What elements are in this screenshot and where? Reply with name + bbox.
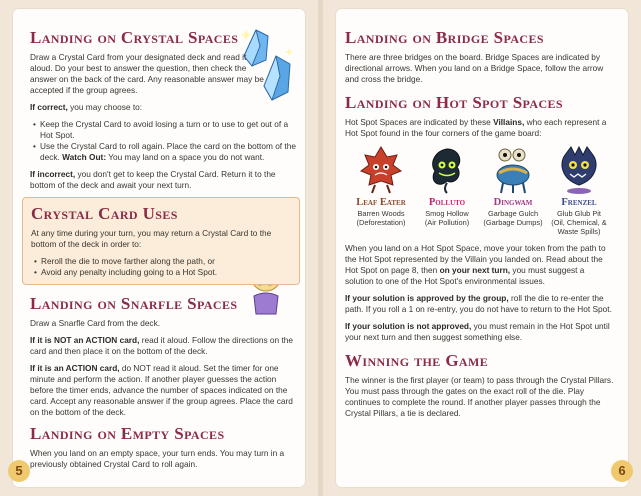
hot-spot-para-3-text: you must remain in the Hot Spot until your next turn and then suggest something else. — [345, 321, 610, 342]
villain-location: Glub Glub Pit — [557, 209, 601, 218]
list-item: • Reroll the die to move farther along the path, or — [41, 256, 291, 267]
list-item: • Avoid any penalty including going to a Hot Spot. — [41, 267, 291, 278]
crystal-correct-text: you may choose to: — [67, 102, 143, 112]
hot-spot-para-1 — [345, 243, 615, 287]
snarfle-not-action — [30, 335, 298, 357]
hot-spot-para-1-a: When you land on a Hot Spot Space, move your token from the path to the Hot Spot represented by the Villain you landed on. Read about the Hot Spot on page 8, then — [345, 243, 606, 275]
villain-location: Smog Hollow — [425, 209, 469, 218]
watch-out-text: You may land on a space you do not want. — [106, 152, 265, 162]
empty-spaces-text: When you land on an empty space, your turn ends. You may turn in a previously obtained Crystal Card to roll again. — [30, 448, 285, 469]
villain-location: Barren Woods — [357, 209, 405, 218]
crystal-card-uses-box — [22, 197, 300, 285]
leaf-eater-icon — [359, 145, 403, 195]
hot-spot-para-3 — [345, 321, 615, 343]
hot-spot-para-2 — [345, 293, 615, 315]
snarfle-spaces-intro: Draw a Snarfle Card from the deck. — [30, 318, 161, 328]
crystal-correct-line — [30, 102, 298, 113]
snarfle-action-label: If it is an ACTION card, — [30, 363, 120, 373]
list-item — [40, 119, 298, 141]
villain-polluto — [415, 145, 479, 236]
villain-leaf-eater — [349, 145, 413, 236]
hot-spot-intro-bold: Villains, — [493, 117, 525, 127]
snarfle-not-action-label: If it is NOT an ACTION card, — [30, 335, 140, 345]
villain-issue: (Garbage Dumps) — [483, 218, 543, 227]
hot-spot-para-3-bold: If your solution is not approved, — [345, 321, 472, 331]
crystal-card-uses-list — [31, 256, 291, 278]
crystal-spaces-heading: Landing on Crystal Spaces — [30, 28, 239, 47]
hot-spot-para-1-bold: on your next turn, — [439, 265, 511, 275]
villain-issue: (Air Pollution) — [424, 218, 470, 227]
left-page — [0, 0, 318, 496]
dingwam-icon — [489, 145, 537, 195]
crystal-incorrect-text: you don't get to keep the Crystal Card. Return it to the bottom of the deck and await your next turn. — [30, 169, 276, 190]
villain-issue: (Oil, Chemical, & Waste Spills) — [551, 218, 607, 236]
hot-spot-para-2-bold: If your solution is approved by the group, — [345, 293, 509, 303]
villain-location: Garbage Gulch — [487, 209, 539, 218]
right-page — [323, 0, 641, 496]
left-content — [30, 30, 298, 476]
winning-text: The winner is the first player (or team) to pass through the Crystal Pillars. You must pass through the gates on the exact roll of the die. Play continues to complete the round. If another player passes through the Crystal Pillars, a tie is declared. — [345, 375, 614, 418]
watch-out-label: Watch Out: — [59, 152, 107, 162]
list-item — [40, 141, 298, 163]
crystal-correct-list — [30, 119, 298, 163]
polluto-icon — [425, 145, 469, 195]
snarfle-action-text: do NOT read it aloud. Set the timer for one minute and perform the action. If another player guesses the action before the timer ends, advance the number of spaces indicated on the card. Accept any reasonable answer if the group agrees. Place the card on the bottom of the deck. — [30, 363, 293, 417]
crystal-spaces-intro: Draw a Crystal Card from your designated deck and read it aloud. Do your best to answer the question, then check the answer on the back of the card. Any reasonable answer may be accepted if the group agrees. — [30, 52, 264, 95]
villain-dingwam — [481, 145, 545, 236]
crystal-incorrect-label: If incorrect, — [30, 169, 76, 179]
villain-name: Dingwam — [493, 197, 533, 208]
villain-issue: (Deforestation) — [356, 218, 406, 227]
snarfle-action — [30, 363, 298, 418]
crystal-card-uses-intro: At any time during your turn, you may return a Crystal Card to the bottom of the deck in order to: — [31, 228, 272, 249]
frenzel-icon — [557, 145, 601, 195]
empty-spaces-heading: Landing on Empty Spaces — [30, 424, 225, 443]
crystal-card-uses-heading: Crystal Card Uses — [31, 204, 178, 223]
page-number: 6 — [611, 460, 633, 482]
bridge-spaces-text: There are three bridges on the board. Bridge Spaces are indicated by directional arrows. When you land on a Bridge Space, follow the arrow and cross the bridge. — [345, 52, 604, 84]
crystal-incorrect-line — [30, 169, 298, 191]
hot-spot-intro-a: Hot Spot Spaces are indicated by these — [345, 117, 494, 127]
villain-frenzel — [547, 145, 611, 236]
hot-spot-para-1-b: you must suggest a solution to one of the Hot Spot's environmental issues. — [345, 265, 585, 286]
villain-name: Leaf Eater — [356, 197, 406, 208]
bridge-spaces-heading: Landing on Bridge Spaces — [345, 28, 544, 47]
hot-spot-intro-b: who each represent a Hot Spot found in the four corners of the game board: — [345, 117, 607, 138]
right-content — [345, 30, 615, 425]
page-number: 5 — [8, 460, 30, 482]
villain-row — [349, 145, 611, 236]
hot-spot-para-2-text: roll the die to re-enter the path. If you roll a 1 on re-entry, you do not have to return to the Hot Spot. — [345, 293, 612, 314]
snarfle-spaces-heading: Landing on Snarfle Spaces — [30, 294, 238, 313]
list-item-text: Use the Crystal Card to roll again. Place the card on the bottom of the deck. — [40, 141, 296, 162]
snarfle-not-action-text: read it aloud. Follow the directions on the card and then place it on the bottom of the deck. — [30, 335, 294, 356]
hot-spot-heading: Landing on Hot Spot Spaces — [345, 93, 563, 112]
crystal-correct-label: If correct, — [30, 102, 68, 112]
hot-spot-intro — [345, 117, 615, 139]
winning-heading: Winning the Game — [345, 351, 489, 370]
list-item-text: Keep the Crystal Card to avoid losing a turn or to use to get out of a Hot Spot. — [40, 119, 289, 140]
villain-name: Polluto — [428, 197, 466, 208]
villain-name: Frenzel — [561, 197, 597, 208]
